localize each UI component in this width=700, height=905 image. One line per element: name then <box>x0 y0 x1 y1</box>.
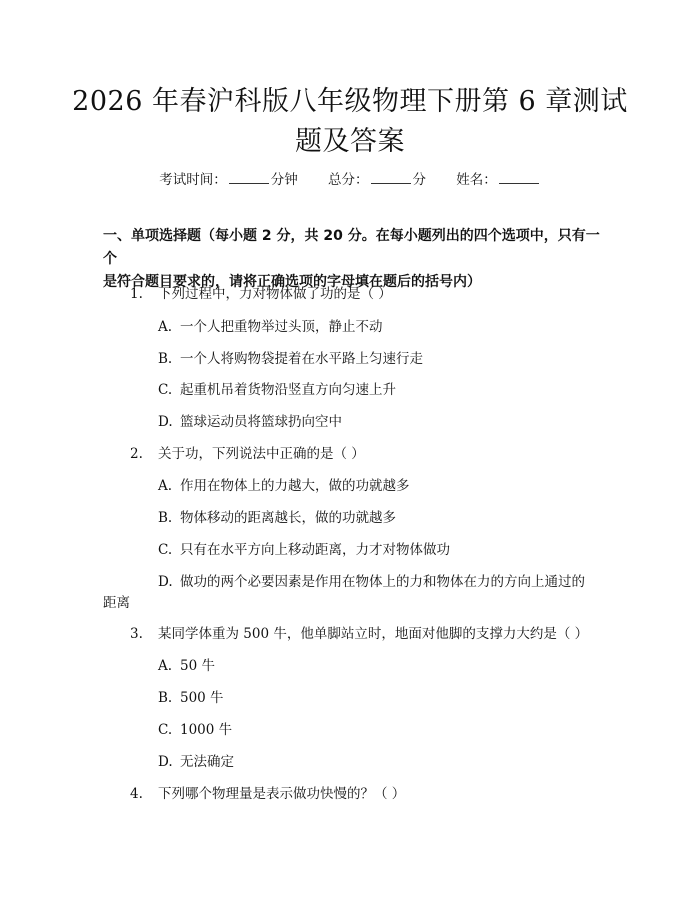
option-letter: B. <box>158 690 173 706</box>
option-letter: A. <box>158 319 173 335</box>
option-letter: D. <box>158 414 173 430</box>
option-text: 做功的两个必要因素是作用在物体上的力和物体在力的方向上通过的 <box>180 574 585 590</box>
option-text: 篮球运动员将篮球扔向空中 <box>180 414 342 430</box>
question-2-option-d-continuation: 距离 <box>103 595 130 611</box>
exam-info-row <box>0 168 700 188</box>
title-line-2: 题及答案 <box>295 126 405 157</box>
exam-time-blank <box>229 171 269 184</box>
option-text: 一个人把重物举过头顶，静止不动 <box>180 319 383 335</box>
option-text: 1000 牛 <box>180 722 233 738</box>
option-text: 一个人将购物袋提着在水平路上匀速行走 <box>180 351 423 367</box>
question-1-option-d <box>158 410 342 430</box>
question-number: 3. <box>130 626 143 642</box>
option-text: 物体移动的距离越长，做的功就越多 <box>180 510 396 526</box>
question-2-option-c <box>158 538 450 558</box>
option-letter: D. <box>158 574 173 590</box>
option-text: 无法确定 <box>180 754 234 770</box>
question-1-option-c <box>158 378 396 398</box>
student-name-label: 姓名： <box>456 172 497 188</box>
option-letter: B. <box>158 510 173 526</box>
student-name-field <box>456 168 541 188</box>
question-3-option-a <box>158 654 215 674</box>
question-text: 某同学体重为 500 牛，他单脚站立时，地面对他脚的支撑力大约是（ ） <box>158 626 589 642</box>
question-1 <box>130 282 392 302</box>
exam-time-unit: 分钟 <box>270 172 298 188</box>
section-heading-line-2: 是符合题目要求的，请将正确选项的字母填在题后的括号内） <box>103 274 481 290</box>
student-name-blank <box>499 171 539 184</box>
question-2-option-d <box>158 570 585 590</box>
option-letter: B. <box>158 351 173 367</box>
option-letter: A. <box>158 658 173 674</box>
option-letter: C. <box>158 542 173 558</box>
total-score-label: 总分： <box>328 172 369 188</box>
title-line-1: 2026 年春沪科版八年级物理下册第 6 章测试 <box>72 86 628 117</box>
question-4 <box>130 782 405 802</box>
total-score-field <box>328 168 426 188</box>
page-title <box>60 82 640 162</box>
total-score-unit: 分 <box>412 172 426 188</box>
question-2-option-b <box>158 506 396 526</box>
option-text: 只有在水平方向上移动距离，力才对物体做功 <box>180 542 450 558</box>
question-3 <box>130 622 588 642</box>
option-text: 50 牛 <box>180 658 215 674</box>
option-text: 作用在物体上的力越大，做的功就越多 <box>180 478 410 494</box>
question-3-option-d <box>158 750 234 770</box>
section-heading-line-1: 一、单项选择题（每小题 2 分，共 20 分。在每小题列出的四个选项中，只有一个 <box>103 228 600 267</box>
question-1-option-b <box>158 347 423 367</box>
exam-time-label: 考试时间： <box>159 172 227 188</box>
question-1-option-a <box>158 315 383 335</box>
question-3-option-b <box>158 686 224 706</box>
option-letter: A. <box>158 478 173 494</box>
question-text: 下列哪个物理量是表示做功快慢的？（ ） <box>158 786 406 802</box>
option-letter: C. <box>158 722 173 738</box>
total-score-blank <box>371 171 411 184</box>
option-letter: D. <box>158 754 173 770</box>
question-number: 4. <box>130 786 143 802</box>
exam-time-field <box>159 168 298 188</box>
option-text: 起重机吊着货物沿竖直方向匀速上升 <box>180 382 396 398</box>
question-number: 1. <box>130 286 143 302</box>
question-2-option-a <box>158 474 410 494</box>
question-text: 下列过程中，力对物体做了功的是（ ） <box>158 286 392 302</box>
question-number: 2. <box>130 446 143 462</box>
question-3-option-c <box>158 718 232 738</box>
question-2 <box>130 442 365 462</box>
option-text: 500 牛 <box>180 690 224 706</box>
option-letter: C. <box>158 382 173 398</box>
question-text: 关于功，下列说法中正确的是（ ） <box>158 446 365 462</box>
